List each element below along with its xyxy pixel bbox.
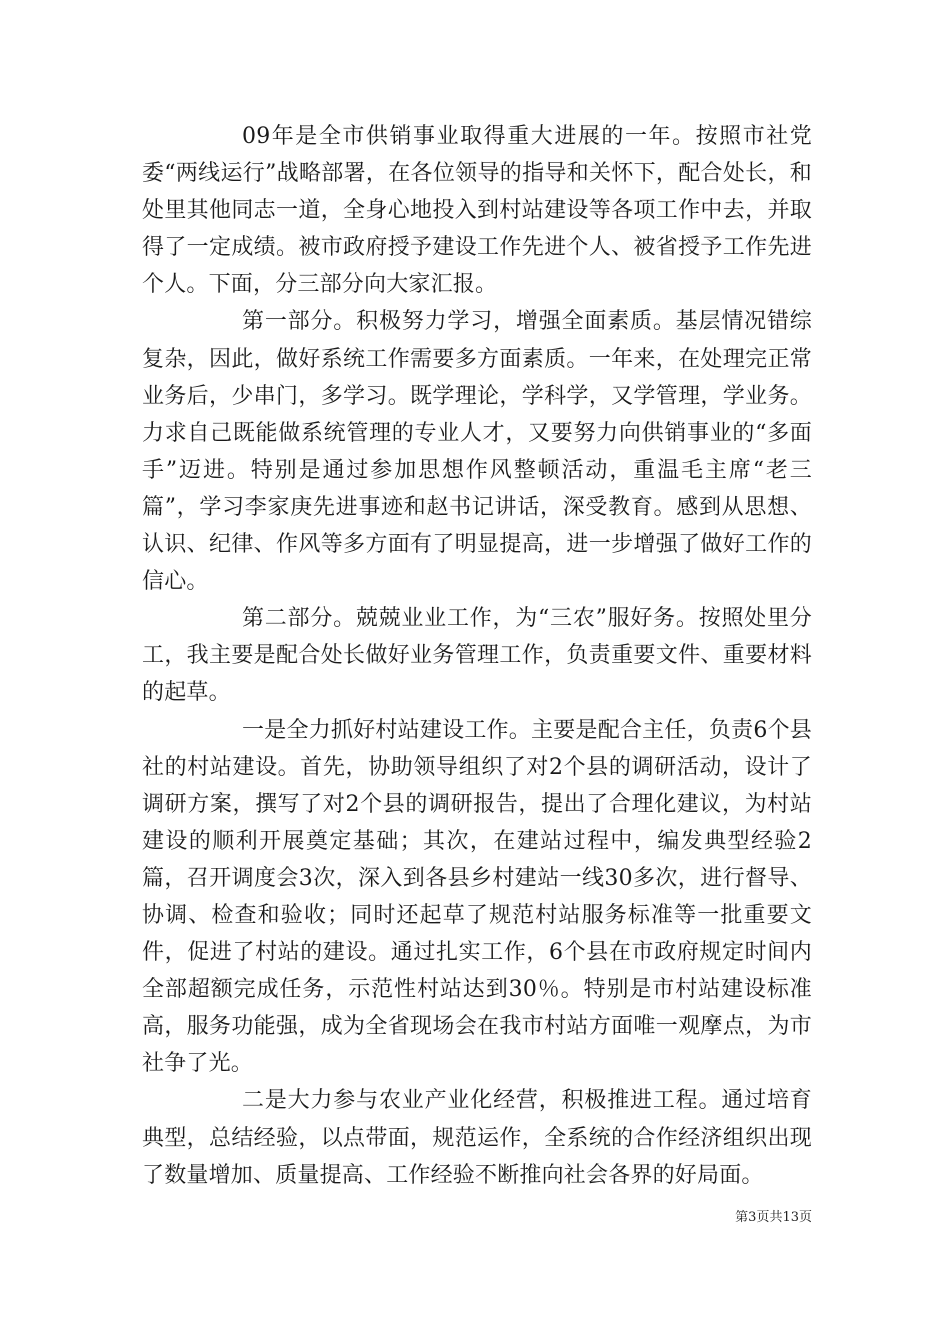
paragraph-industrialization: 二是大力参与农业产业化经营，积极推进工程。通过培育典型，总结经验，以点带面，规范运作，全系统的合作经济组织出现了数量增加、质量提高、工作经验不断推向社会各界的好局面。 — [142, 1088, 812, 1188]
paragraph-part-one: 第一部分。积极努力学习，增强全面素质。基层情况错综复杂，因此，做好系统工作需要多方面素质。一年来，在处理完正常业务后，少串门，多学习。既学理论，学科学，又学管理，学业务。力求自己既能做系统管理的专业人才，又要努力向供销事业的“多面手”迈进。特别是通过参加思想作风整顿活动，重温毛主席“老三篇”，学习李家庚先进事迹和赵书记讲话，深受教育。感到从思想、认识、纪律、作风等多方面有了明显提高，进一步增强了做好工作的信心。 — [142, 309, 812, 595]
paragraph-part-two: 第二部分。兢兢业业工作，为“三农”服好务。按照处里分工，我主要是配合处长做好业务管理工作，负责重要文件、重要材料的起草。 — [142, 606, 812, 706]
paragraph-village-station: 一是全力抓好村站建设工作。主要是配合主任，负责6个县社的村站建设。首先，协助领导组织了对2个县的调研活动，设计了调研方案，撰写了对2个县的调研报告，提出了合理化建议，为村站建设的顺利开展奠定基础；其次，在建站过程中，编发典型经验2篇，召开调度会3次，深入到各县乡村建站一线30多次，进行督导、协调、检查和验收；同时还起草了规范村站服务标准等一批重要文件，促进了村站的建设。通过扎实工作，6个县在市政府规定时间内全部超额完成任务，示范性村站达到30％。特别是市村站建设标准高，服务功能强，成为全省现场会在我市村站方面唯一观摩点，为市社争了光。 — [142, 717, 812, 1077]
page-footer: 第3页共13页 — [735, 1210, 812, 1225]
paragraph-intro: 09年是全市供销事业取得重大进展的一年。按照市社党委“两线运行”战略部署，在各位领导的指导和关怀下，配合处长，和处里其他同志一道，全身心地投入到村站建设等各项工作中去，并取得了一定成绩。被市政府授予建设工作先进个人、被省授予工作先进个人。下面，分三部分向大家汇报。 — [142, 124, 812, 298]
body-text — [142, 118, 812, 1194]
